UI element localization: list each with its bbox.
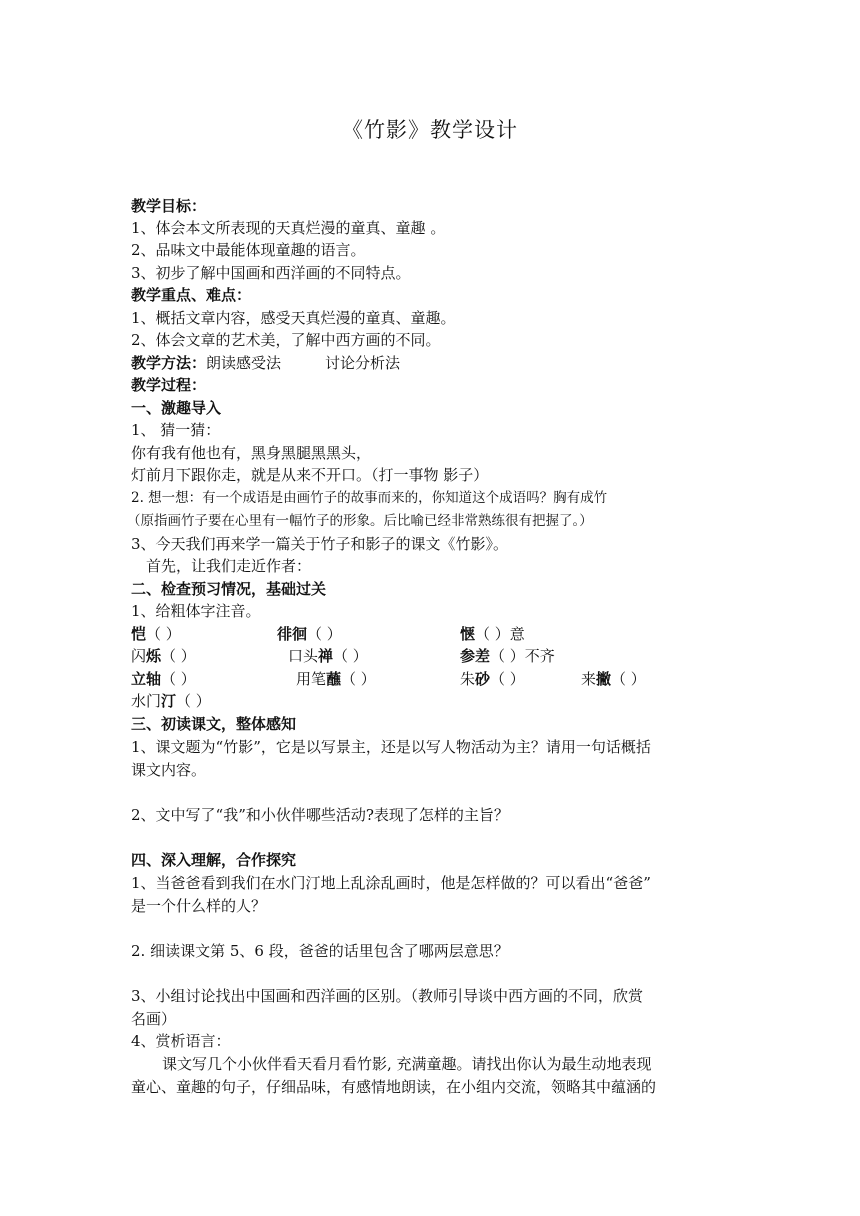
author-line: 首先，让我们走近作者： [146, 557, 312, 575]
today-line: 3、今天我们再来学一篇关于竹子和影子的课文《竹影》。 [131, 535, 509, 553]
pinyin-item: 闪烁（ ） [131, 647, 196, 665]
method-line [131, 352, 400, 374]
doc-title: 《竹影》教学设计 [342, 118, 518, 142]
riddle-line: 你有我有他也有，黑身黑腿黑黑头， [131, 444, 372, 462]
pinyin-item: 惬（ ）意 [460, 625, 525, 643]
goal-item: 1、体会本文所表现的天真烂漫的童真、童趣 。 [131, 219, 446, 237]
pinyin-item: 徘徊（ ） [277, 625, 342, 643]
pinyin-item: 立轴（ ） [131, 670, 196, 688]
question-line: 是一个什么样的人？ [131, 897, 267, 915]
pinyin-item: 口头禅（ ） [288, 647, 368, 665]
key-heading: 教学重点、难点： [131, 286, 252, 304]
question-line: 3、小组讨论找出中国画和西洋画的区别。（教师引导谈中西方画的不同，欣赏 [131, 987, 644, 1005]
think-note: （原指画竹子要在心里有一幅竹子的形象。后比喻已经非常熟练很有把握了。） [127, 513, 593, 529]
goals-heading: 教学目标： [131, 197, 207, 215]
pinyin-item: 参差（ ）不齐 [460, 647, 555, 665]
goal-item: 3、初步了解中国画和西洋画的不同特点。 [131, 264, 411, 282]
riddle-intro: 1、 猜一猜： [131, 421, 221, 439]
body-line: 课文写几个小伙伴看天看月看竹影, 充满童趣。请找出你认为最生动地表现 [162, 1055, 652, 1073]
key-item: 1、概括文章内容，感受天真烂漫的童真、童趣。 [131, 309, 456, 327]
process-heading: 教学过程： [131, 376, 207, 394]
method-1: 朗读感受法 [206, 354, 282, 372]
goal-item: 2、品味文中最能体现童趣的语言。 [131, 241, 366, 259]
question-line: 2、文中写了“我”和小伙伴哪些活动?表现了怎样的主旨？ [131, 806, 509, 824]
pinyin-item: 水门汀（ ） [131, 692, 211, 710]
question-line: 1、当爸爸看到我们在水门汀地上乱涂乱画时，他是怎样做的？可以看出“爸爸” [131, 874, 651, 892]
question-line: 2. 细读课文第 5、6 段，爸爸的话里包含了哪两层意思？ [131, 942, 509, 960]
question-line: 4、赏析语言： [131, 1032, 231, 1050]
question-line: 1、课文题为“竹影”，它是以写景主，还是以写人物活动为主？请用一句话概括 [131, 738, 651, 756]
pinyin-item: 来撇（ ） [581, 670, 646, 688]
section-4-heading: 四、深入理解，合作探究 [131, 851, 297, 869]
pinyin-item: 恺（ ） [131, 625, 181, 643]
section-3-heading: 三、初读课文，整体感知 [131, 715, 297, 733]
pinyin-item: 朱砂（ ） [460, 670, 525, 688]
question-line: 名画） [131, 1010, 177, 1028]
pinyin-item: 用笔蘸（ ） [296, 670, 376, 688]
section-1-heading: 一、激趣导入 [131, 399, 222, 417]
method-2: 讨论分析法 [325, 354, 401, 372]
riddle-line: 灯前月下跟你走，就是从来不开口。（打一事物 影子） [131, 466, 489, 484]
body-line: 童心、童趣的句子，仔细品味，有感情地朗读，在小组内交流，领略其中蕴涵的 [131, 1078, 657, 1096]
key-item: 2、体会文章的艺术美，了解中西方画的不同。 [131, 331, 441, 349]
method-label: 教学方法： [131, 354, 207, 372]
think-question: 2. 想一想：有一个成语是由画竹子的故事而来的，你知道这个成语吗？胸有成竹 [131, 490, 608, 506]
pinyin-task: 1、给粗体字注音。 [131, 602, 261, 620]
section-2-heading: 二、检查预习情况，基础过关 [131, 580, 327, 598]
question-line: 课文内容。 [131, 761, 207, 779]
